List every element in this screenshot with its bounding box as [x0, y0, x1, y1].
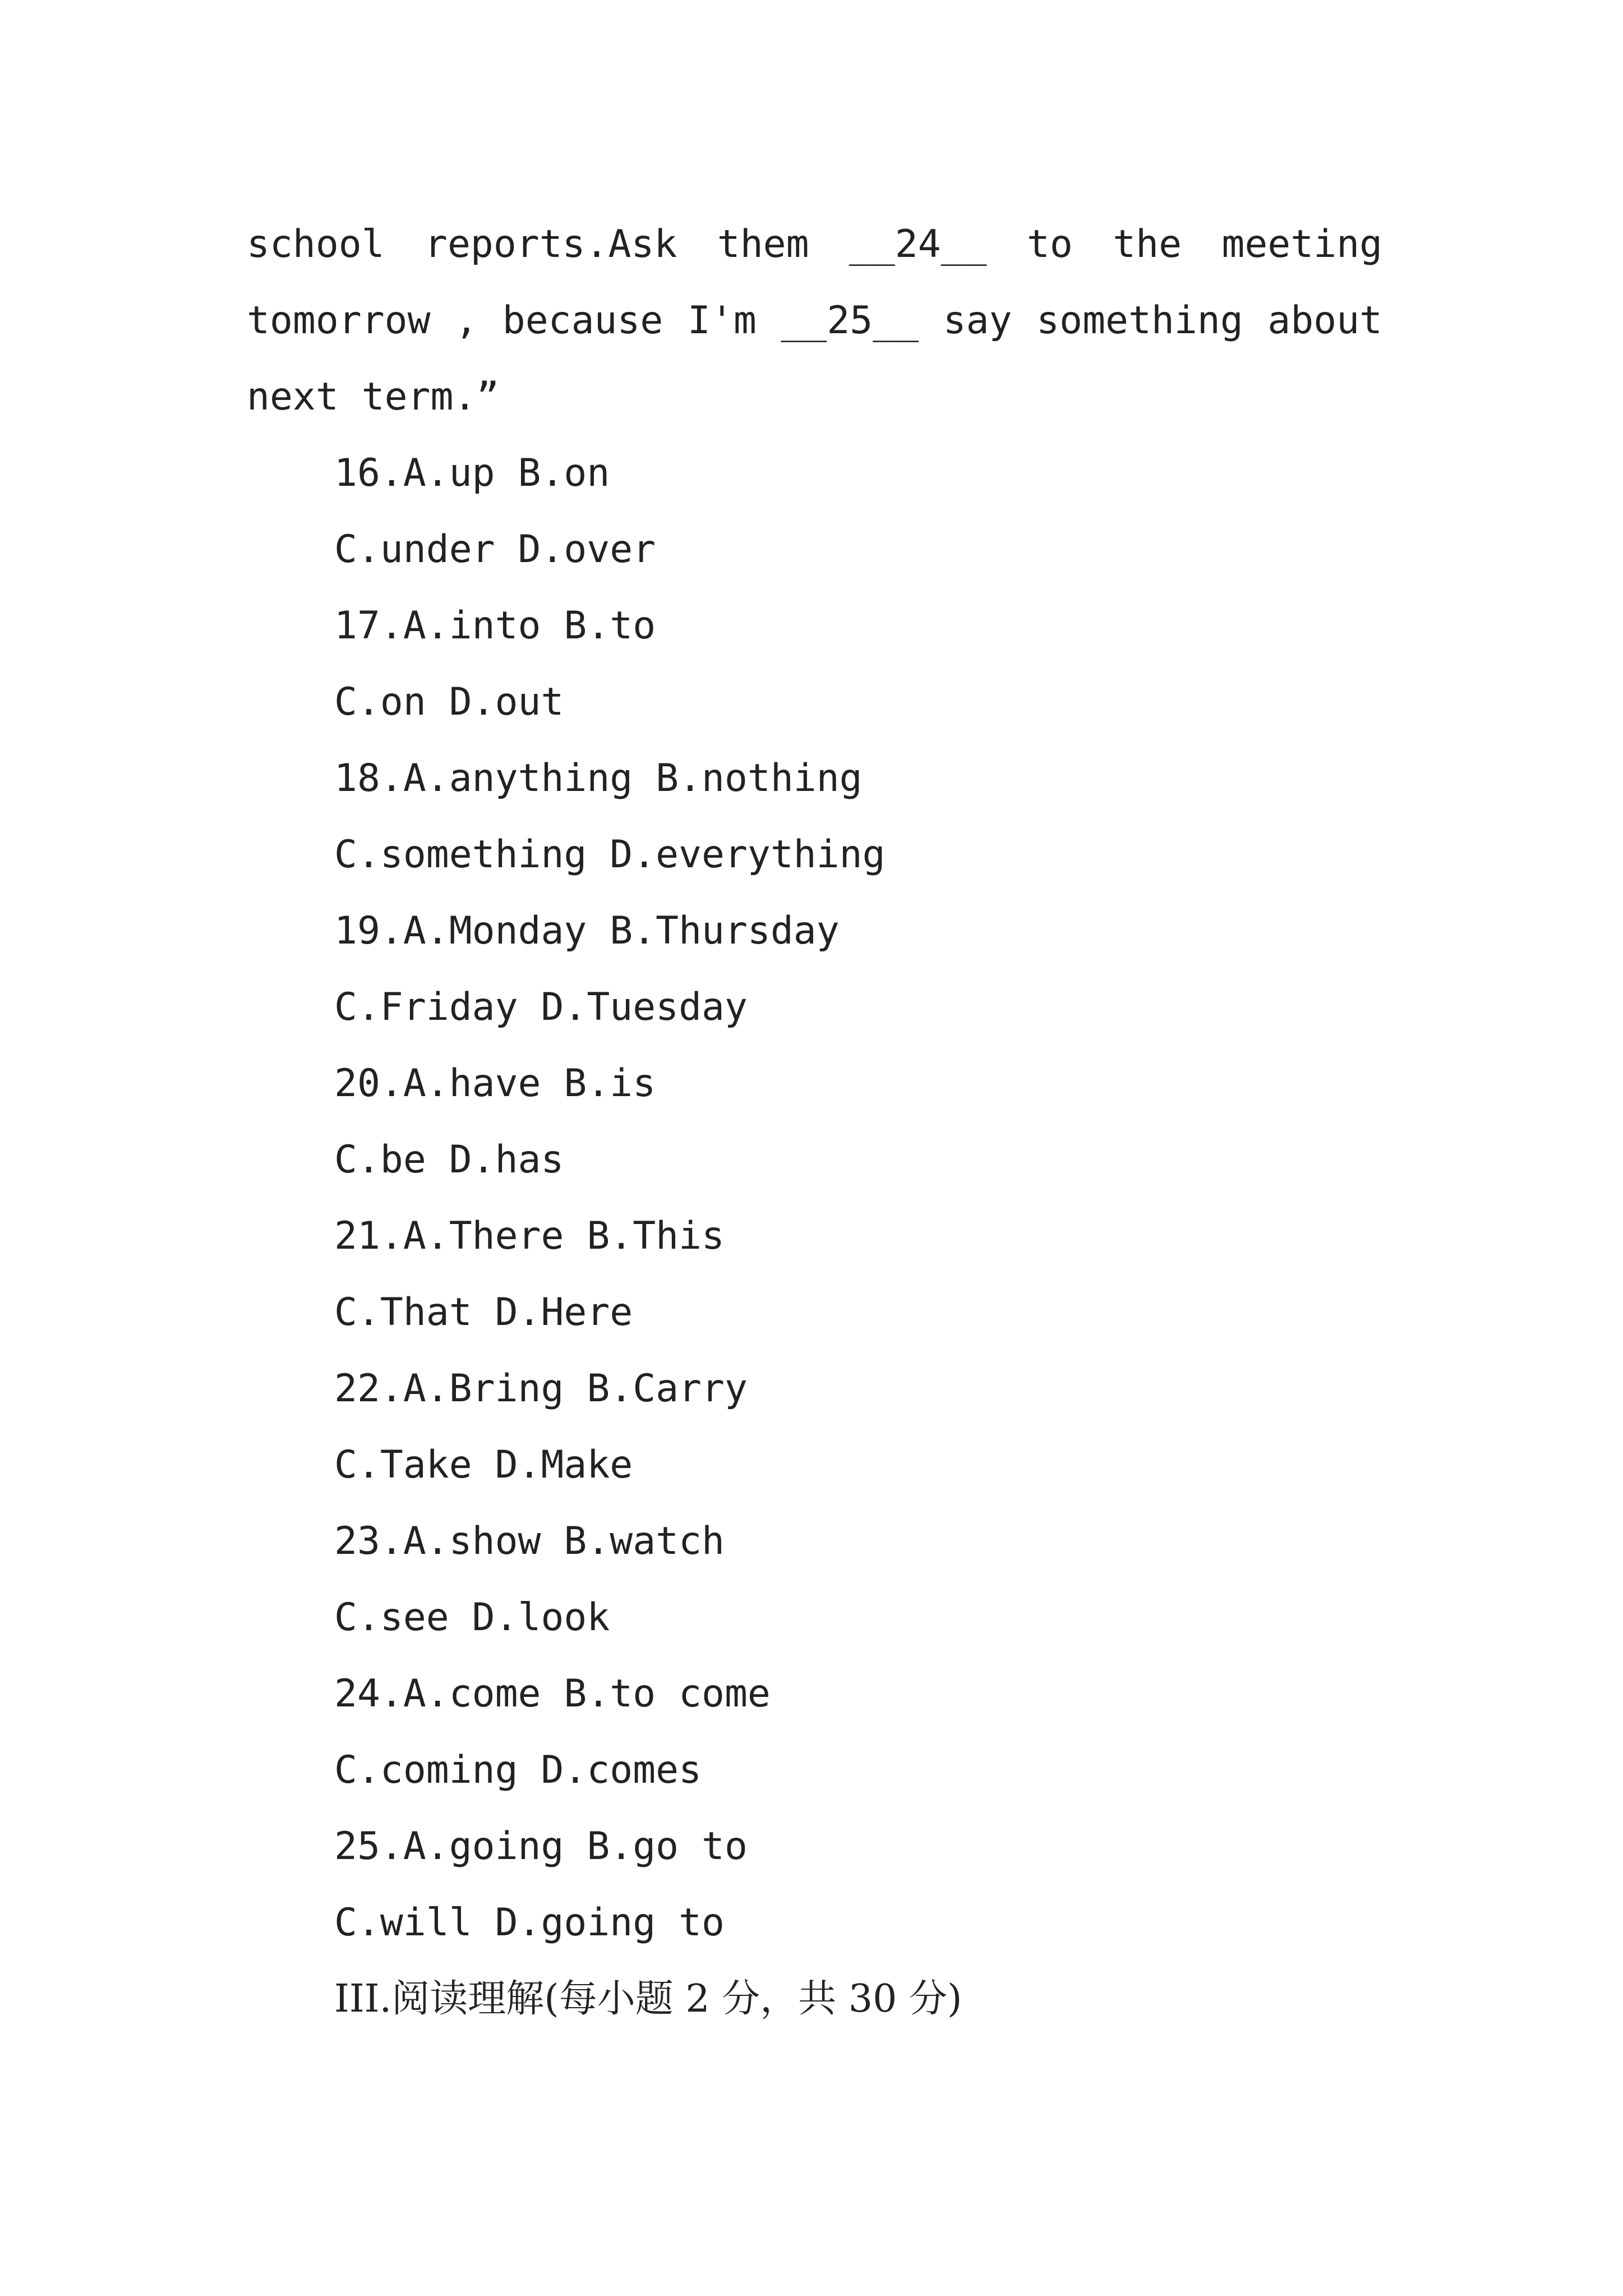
passage-paragraph	[247, 206, 1382, 435]
passage-line-2: tomorrow , because I'm __25__ say something about	[247, 298, 1382, 343]
passage-line-3: next term.”	[247, 375, 500, 419]
answer-options-list	[334, 435, 962, 2037]
question-23-options-cd: C.see D.look	[334, 1595, 610, 1640]
question-19-options-cd: C.Friday D.Tuesday	[334, 985, 748, 1029]
question-16-options-ab: 16.A.up B.on	[334, 451, 610, 495]
question-25-options-cd: C.will D.going to	[334, 1901, 725, 1945]
question-25-options-ab: 25.A.going B.go to	[334, 1824, 748, 1869]
question-20-options-cd: C.be D.has	[334, 1138, 564, 1182]
passage-line-1: school reports.Ask them __24__ to the meeting	[247, 222, 1382, 266]
question-18-options-ab: 18.A.anything B.nothing	[334, 756, 863, 800]
question-21-options-ab: 21.A.There B.This	[334, 1214, 725, 1258]
question-17-options-cd: C.on D.out	[334, 680, 564, 724]
question-24-options-cd: C.coming D.comes	[334, 1748, 702, 1792]
question-19-options-ab: 19.A.Monday B.Thursday	[334, 909, 840, 953]
question-16-options-cd: C.under D.over	[334, 527, 656, 572]
question-17-options-ab: 17.A.into B.to	[334, 604, 656, 648]
question-22-options-ab: 22.A.Bring B.Carry	[334, 1366, 748, 1411]
question-18-options-cd: C.something D.everything	[334, 832, 886, 877]
question-20-options-ab: 20.A.have B.is	[334, 1061, 656, 1106]
question-22-options-cd: C.Take D.Make	[334, 1443, 633, 1487]
question-24-options-ab: 24.A.come B.to come	[334, 1672, 771, 1716]
question-23-options-ab: 23.A.show B.watch	[334, 1519, 725, 1563]
section-heading-reading: III.阅读理解(每小题 2 分，共 30 分)	[334, 1977, 962, 2021]
question-21-options-cd: C.That D.Here	[334, 1290, 633, 1335]
